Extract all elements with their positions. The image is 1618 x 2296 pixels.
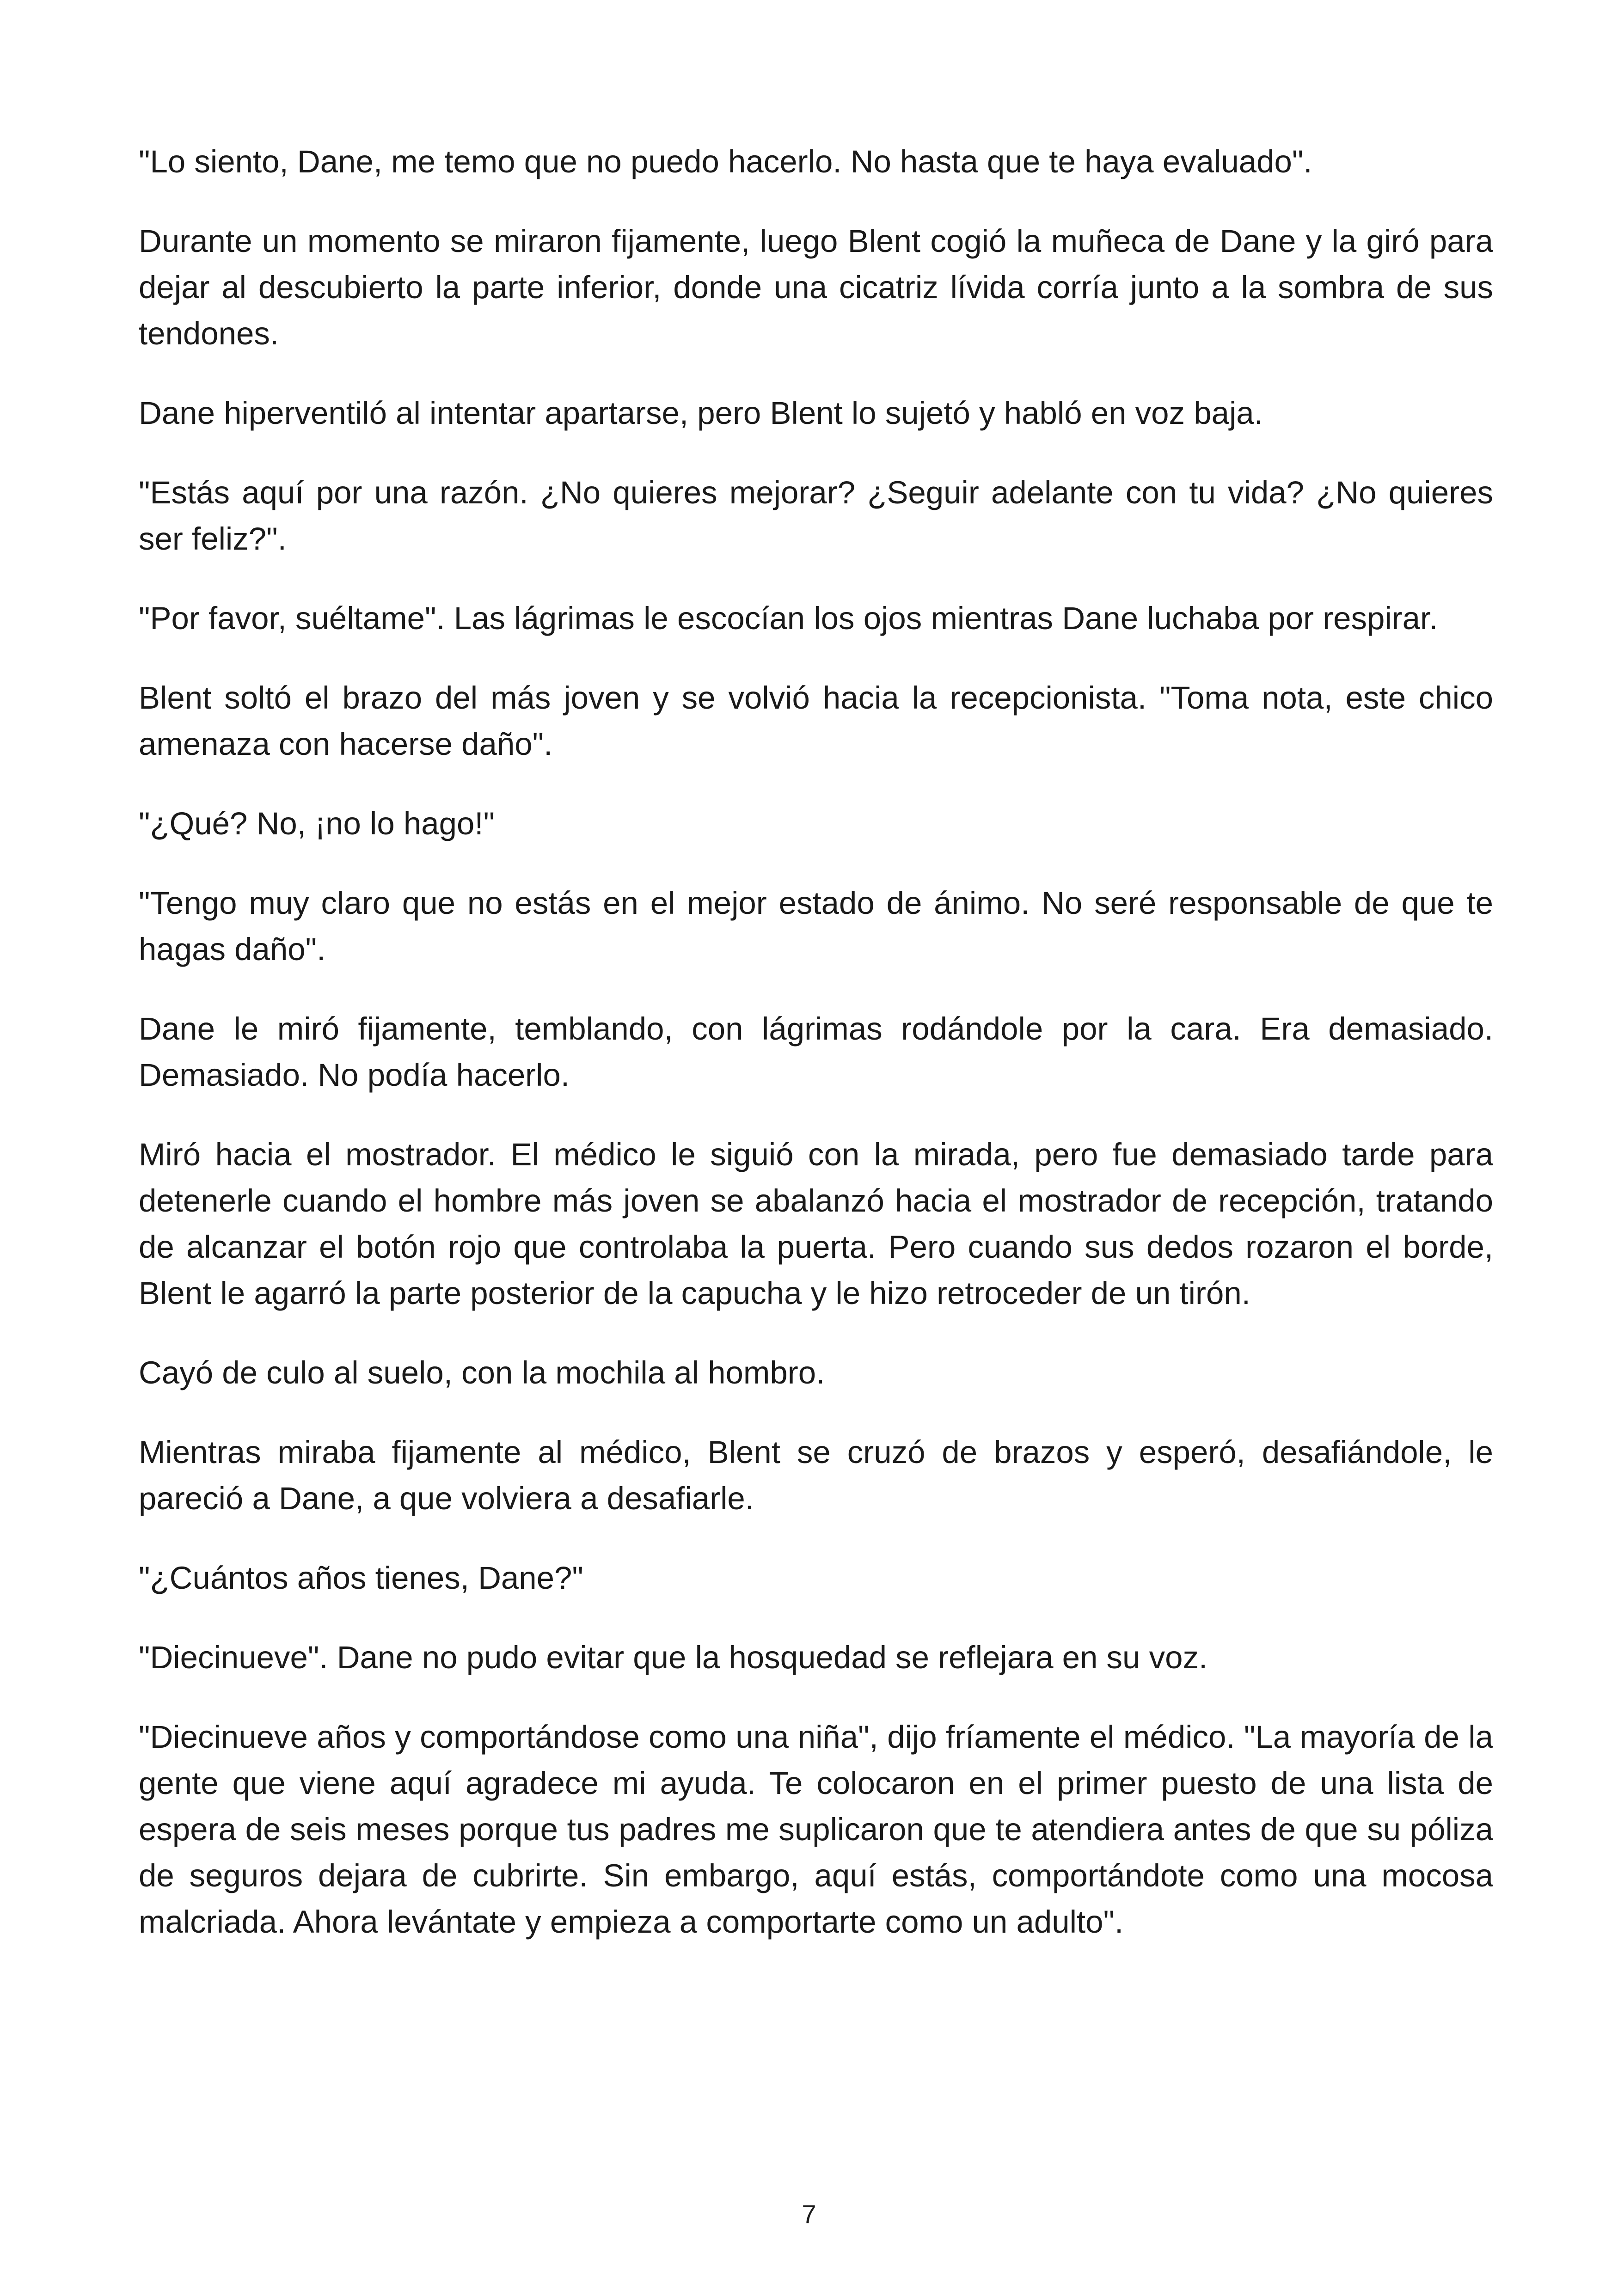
paragraph: "Diecinueve años y comportándose como una niña", dijo fríamente el médico. "La mayoría de la gente que viene aquí agradece mi ayuda. Te colocaron en el primer puesto de una lista de espera de seis meses porque tus padres me suplicaron que te atendiera antes de que su póliza de seguros dejara de cubrirte. Sin embargo, aquí estás, comportándote como una mocosa malcriada. Ahora levántate y empieza a comportarte como un adulto". [139,1719,1493,1940]
paragraph: "Diecinueve". Dane no pudo evitar que la hosquedad se reflejara en su voz. [139,1640,1208,1675]
paragraph: "¿Cuántos años tienes, Dane?" [139,1560,583,1596]
paragraph: "Lo siento, Dane, me temo que no puedo hacerlo. No hasta que te haya evaluado". [139,144,1312,179]
paragraph: Mientras miraba fijamente al médico, Blent se cruzó de brazos y esperó, desafiándole, le pareció a Dane, a que volviera a desafiarle. [139,1434,1493,1516]
paragraph: Blent soltó el brazo del más joven y se volvió hacia la recepcionista. "Toma nota, este chico amenaza con hacerse daño". [139,680,1493,762]
paragraph: Dane hiperventiló al intentar apartarse, pero Blent lo sujetó y habló en voz baja. [139,395,1263,431]
page-number: 7 [802,2199,816,2229]
paragraph: "Tengo muy claro que no estás en el mejor estado de ánimo. No seré responsable de que te hagas daño". [139,885,1493,967]
text-body [139,139,1493,1945]
paragraph: Durante un momento se miraron fijamente, luego Blent cogió la muñeca de Dane y la giró para dejar al descubierto la parte inferior, donde una cicatriz lívida corría junto a la sombra de sus tendones. [139,223,1493,351]
paragraph: "Por favor, suéltame". Las lágrimas le escocían los ojos mientras Dane luchaba por respirar. [139,600,1438,636]
paragraph: "¿Qué? No, ¡no lo hago!" [139,806,495,841]
paragraph: Dane le miró fijamente, temblando, con lágrimas rodándole por la cara. Era demasiado. Demasiado. No podía hacerlo. [139,1011,1493,1093]
paragraph: "Estás aquí por una razón. ¿No quieres mejorar? ¿Seguir adelante con tu vida? ¿No quieres ser feliz?". [139,475,1493,557]
paragraph: Cayó de culo al suelo, con la mochila al hombro. [139,1355,825,1390]
paragraph: Miró hacia el mostrador. El médico le siguió con la mirada, pero fue demasiado tarde para detenerle cuando el hombre más joven se abalanzó hacia el mostrador de recepción, tratando de alcanzar el botón rojo que controlaba la puerta. Pero cuando sus dedos rozaron el borde, Blent le agarró la parte posterior de la capucha y le hizo retroceder de un tirón. [139,1137,1493,1311]
